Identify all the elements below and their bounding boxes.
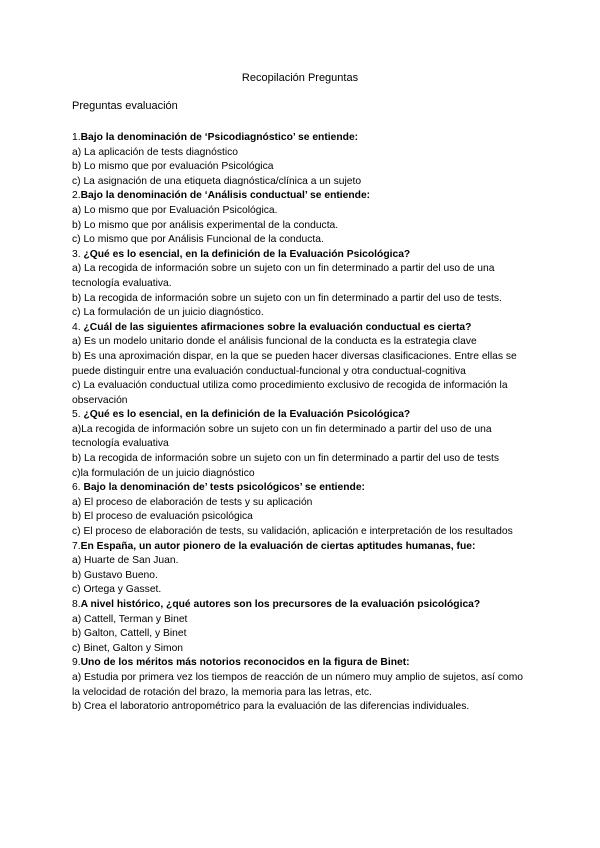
question-number: 3. (72, 248, 81, 260)
answer-option: a) La recogida de información sobre un sujeto con un fin determinado a partir del uso de una tecnología evaluativa. (72, 263, 495, 289)
answer-option: b) Gustavo Bueno. (72, 569, 158, 581)
question-2 (72, 189, 532, 204)
answer-option: a) Es un modelo unitario donde el análisis funcional de la conducta es la estrategia clave (72, 336, 477, 348)
answer-option: c) Ortega y Gasset. (72, 584, 162, 596)
answer-option: c) Lo mismo que por Análisis Funcional de la conducta. (72, 234, 324, 246)
document-title: Recopilación Preguntas (241, 72, 359, 84)
question-1 (72, 131, 532, 146)
answer-option: a) El proceso de elaboración de tests y su aplicación (72, 496, 313, 508)
answer-option: a) La aplicación de tests diagnóstico (72, 146, 238, 158)
answer-option: a)La recogida de información sobre un sujeto con un fin determinado a partir del uso de una tecnología evaluativa (72, 423, 492, 450)
answer-option: c) La asignación de una etiqueta diagnóstica/clínica a un sujeto (72, 175, 362, 187)
answer-option: a) Lo mismo que por Evaluación Psicológica. (72, 204, 278, 216)
question-text: Bajo la denominación de ‘Análisis conductual’ se entiende: (80, 190, 371, 202)
question-number: 7. (72, 540, 81, 552)
answer-option: b) Galton, Cattell, y Binet (72, 628, 187, 640)
question-3 (72, 248, 532, 263)
question-number: 9. (72, 657, 81, 669)
question-4 (72, 321, 532, 336)
answer-option: c) La formulación de un juicio diagnóstico. (72, 307, 264, 319)
question-number: 2. (72, 190, 81, 202)
answer-option: a) Huarte de San Juan. (72, 555, 179, 567)
question-number: 1. (72, 132, 81, 143)
answer-option: c) El proceso de elaboración de tests, su validación, aplicación e interpretación de los resultados (72, 526, 513, 538)
answer-option: b) Crea el laboratorio antropométrico para la evaluación de las diferencias individuales. (72, 701, 470, 713)
question-text: Uno de los méritos más notorios reconocidos en la figura de Binet: (80, 657, 410, 669)
question-7 (72, 540, 532, 555)
question-text: A nivel histórico, ¿qué autores son los precursores de la evaluación psicológica? (80, 599, 481, 610)
answer-option: b) Lo mismo que por análisis experimental de la conducta. (72, 219, 339, 231)
question-6 (72, 481, 532, 496)
document-subtitle: Preguntas evaluación (72, 100, 178, 112)
answer-option: a) Estudia por primera vez los tiempos de reacción de un número muy amplio de sujetos, así como la velocidad de rotación del brazo, la memoria para las letras, etc. (72, 671, 523, 698)
answer-option: b) La recogida de información sobre un sujeto con un fin determinado a partir del uso de tests (72, 453, 500, 465)
answer-option: a) Cattell, Terman y Binet (72, 613, 188, 625)
answer-option: c) La evaluación conductual utiliza como procedimiento exclusivo de recogida de información la observación (72, 380, 508, 406)
answer-option: b) La recogida de información sobre un sujeto con un fin determinado a partir del uso de tests. (72, 292, 502, 304)
question-text: En España, un autor pionero de la evaluación de ciertas aptitudes humanas, fue: (80, 540, 476, 552)
question-number: 4. (72, 321, 81, 333)
question-text: ¿Qué es lo esencial, en la definición de la Evaluación Psicológica? (83, 409, 411, 421)
answer-option: b) El proceso de evaluación psicológica (72, 511, 253, 523)
question-8 (72, 598, 532, 613)
question-text: Bajo la denominación de’ tests psicológicos’ se entiende: (83, 482, 365, 494)
question-number: 8. (72, 599, 81, 610)
question-number: 5. (72, 409, 81, 421)
answer-option: b) Es una aproximación dispar, en la que se pueden hacer diversas clasificaciones. Entre ellas se puede distinguir entre una evaluación conductual-funcional y otra conductual-cognitiva (72, 350, 517, 377)
question-list (72, 131, 532, 715)
question-text: ¿Cuál de las siguientes afirmaciones sobre la evaluación conductual es cierta? (83, 321, 472, 333)
question-9 (72, 656, 532, 671)
answer-option: c) Binet, Galton y Simon (72, 642, 184, 654)
question-text: ¿Qué es lo esencial, en la definición de la Evaluación Psicológica? (83, 248, 411, 260)
answer-option: b) Lo mismo que por evaluación Psicológica (72, 161, 274, 173)
question-number: 6. (72, 482, 81, 494)
question-5 (72, 408, 532, 423)
answer-option: c)la formulación de un juicio diagnóstico (72, 467, 255, 479)
question-text: Bajo la denominación de ‘Psicodiagnóstico’ se entiende: (80, 132, 359, 143)
